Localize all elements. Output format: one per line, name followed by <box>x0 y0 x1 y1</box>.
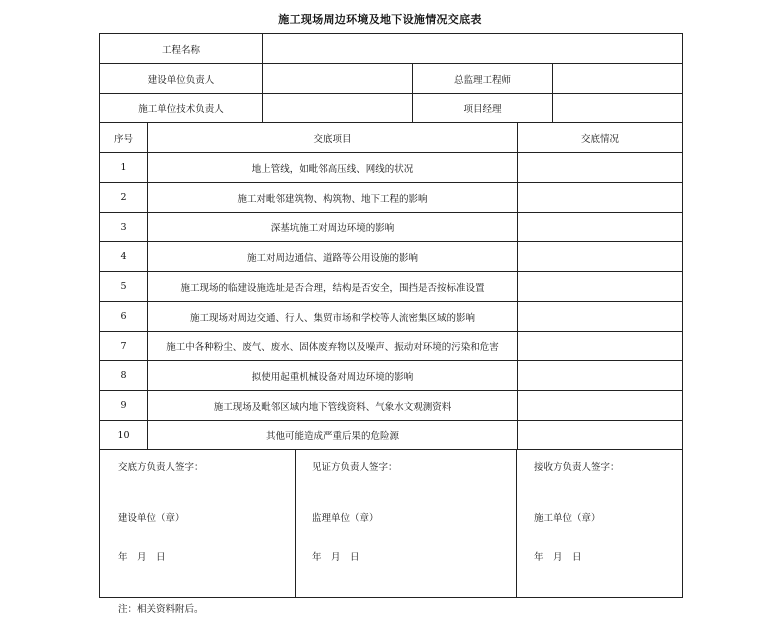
chief-supervisor-label: 总监理工程师 <box>453 74 511 86</box>
witness-date-label: 年 月 日 <box>312 552 360 563</box>
row-item: 施工中各种粉尘、废气、废水、固体废弃物以及噪声、振动对环境的污染和危害 <box>166 342 499 353</box>
row-number: 10 <box>117 429 130 441</box>
col-divider <box>295 449 296 597</box>
row-item: 施工现场对周边交通、行人、集贸市场和学校等人流密集区域的影响 <box>189 312 475 324</box>
row-status[interactable] <box>518 391 682 420</box>
row-number: 8 <box>120 370 127 381</box>
project-manager-value[interactable] <box>553 94 682 122</box>
receiving-party-sign-label: 接收方负责人签字： <box>534 462 620 473</box>
handover-date-label: 年 月 日 <box>118 552 166 563</box>
footnote: 注：相关资料附后。 <box>118 604 204 615</box>
row-number: 9 <box>120 400 127 411</box>
row-divider <box>100 449 682 450</box>
project-name-value[interactable] <box>263 34 682 63</box>
row-number: 5 <box>120 281 127 292</box>
row-item: 施工对周边通信、道路等公用设施的影响 <box>246 252 418 264</box>
row-status[interactable] <box>518 272 682 301</box>
row-status[interactable] <box>518 183 682 212</box>
project-name-label: 工程名称 <box>161 44 200 56</box>
contractor-unit-seal-label: 施工单位（章） <box>534 513 601 524</box>
project-manager-label: 项目经理 <box>463 104 502 115</box>
witness-party-sign-label: 见证方负责人签字： <box>312 462 398 473</box>
contractor-tech-lead-label: 施工单位技术负责人 <box>138 104 224 115</box>
row-item: 拟使用起重机械设备对周边环境的影响 <box>251 371 414 383</box>
row-status[interactable] <box>518 213 682 241</box>
row-status[interactable] <box>518 242 682 271</box>
row-number: 7 <box>120 340 127 352</box>
row-number: 1 <box>120 162 127 173</box>
handover-table <box>99 33 683 598</box>
row-status[interactable] <box>518 302 682 331</box>
document-title: 施工现场周边环境及地下设施情况交底表 <box>278 13 482 26</box>
row-status[interactable] <box>518 332 682 360</box>
chief-supervisor-value[interactable] <box>553 64 682 93</box>
row-item: 施工对毗邻建筑物、构筑物、地下工程的影响 <box>237 193 428 205</box>
row-number: 3 <box>120 221 127 233</box>
col-divider <box>516 449 517 597</box>
construction-unit-seal-label: 建设单位（章） <box>118 513 185 524</box>
row-status[interactable] <box>518 421 682 449</box>
row-item: 施工现场及毗邻区域内地下管线资料、气象水文观测资料 <box>213 401 452 413</box>
supervision-unit-seal-label: 监理单位（章） <box>312 513 379 524</box>
row-item: 深基坑施工对周边环境的影响 <box>270 223 395 234</box>
row-item: 施工现场的临建设施选址是否合理，结构是否安全，围挡是否按标准设置 <box>180 282 485 294</box>
column-header-item: 交底项目 <box>313 133 352 145</box>
column-header-no: 序号 <box>113 133 133 145</box>
handover-party-sign-label: 交底方负责人签字： <box>118 462 204 473</box>
column-header-status: 交底情况 <box>580 133 619 145</box>
row-number: 4 <box>120 251 127 262</box>
row-number: 2 <box>120 192 127 203</box>
row-number: 6 <box>120 311 127 322</box>
row-status[interactable] <box>518 361 682 390</box>
row-item: 其他可能造成严重后果的危险源 <box>265 431 399 442</box>
contractor-tech-lead-value[interactable] <box>263 94 412 122</box>
row-item: 地上管线，如毗邻高压线、网线的状况 <box>251 163 414 175</box>
receiving-date-label: 年 月 日 <box>534 552 582 563</box>
row-status[interactable] <box>518 153 682 182</box>
construction-unit-lead-label: 建设单位负责人 <box>147 74 215 86</box>
construction-unit-lead-value[interactable] <box>263 64 412 93</box>
